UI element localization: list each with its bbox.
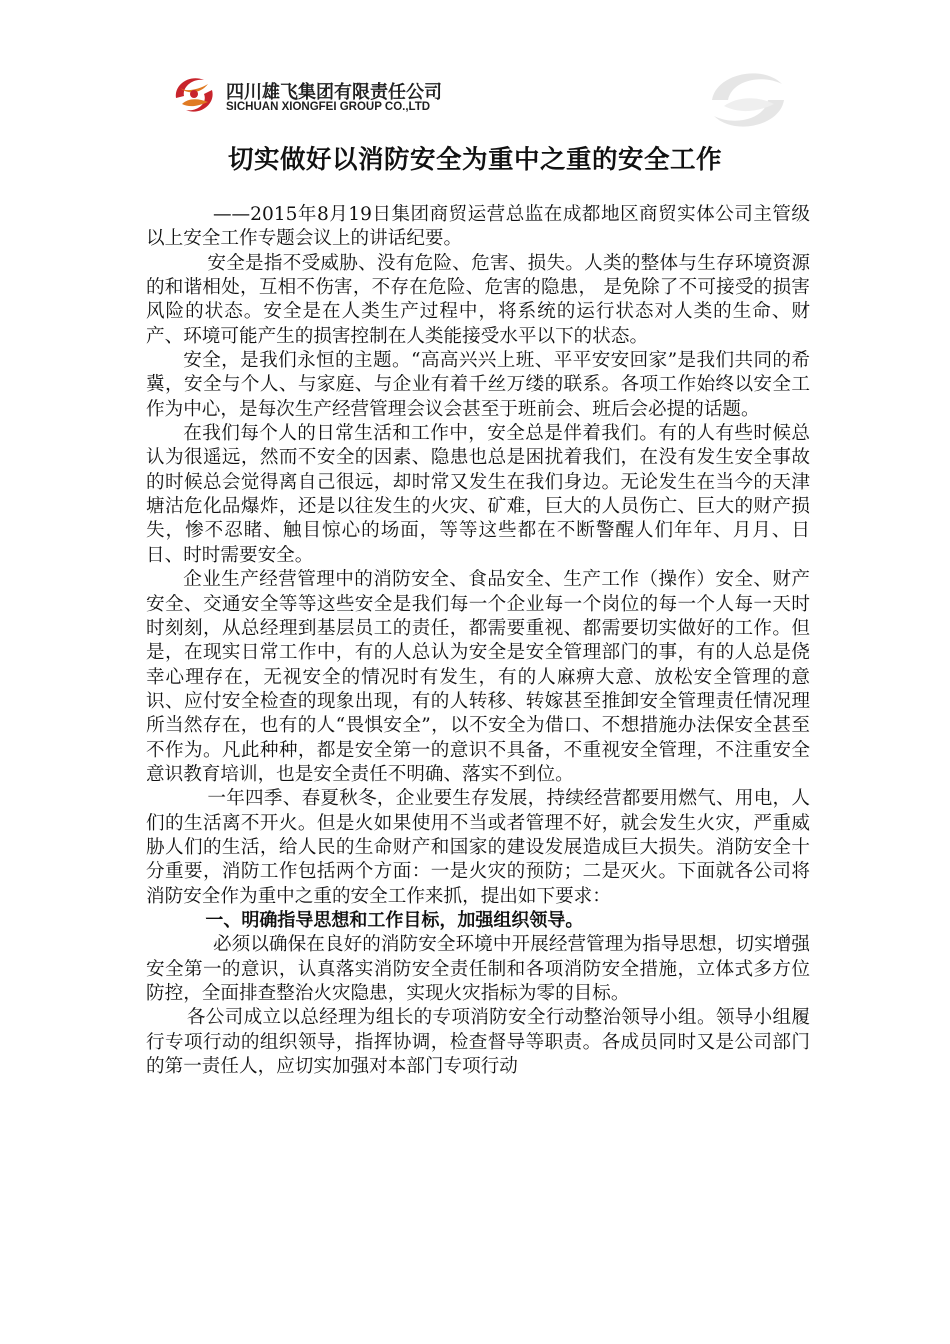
swirl-watermark-icon — [702, 60, 792, 140]
section-heading: 一、明确指导思想和工作目标，加强组织领导。 — [205, 909, 584, 931]
company-name-cn: 四川雄飞集团有限责任公司 — [226, 82, 442, 103]
body-paragraph: 安全是指不受威胁、没有危险、危害、损失。人类的整体与生存环境资源的和谐相处，互相不伤害，不存在危险、危害的隐患， 是免除了不可接受的损害风险的状态。安全是在人类生产过程中，将系统的运行状态对人类的生命、财产、环境可能产生的损害控制在人类能接受水平以下的状态。 — [146, 252, 810, 347]
company-name-en: SICHUAN XIONGFEI GROUP CO.,LTD — [226, 101, 431, 113]
body-paragraph: 在我们每个人的日常生活和工作中，安全总是伴着我们。有的人有些时候总认为很遥远，然而不安全的因素、隐患也总是困扰着我们，在没有发生安全事故的时候总会觉得离自己很远，却时常又发生在我们身边。无论发生在当今的天津塘沽危化品爆炸，还是以往发生的火灾、矿难，巨大的人员伤亡、巨大的财产损失，惨不忍睹、触目惊心的场面，等等这些都在不断警醒人们年年、月月、日日、时时需要安全。 — [146, 423, 810, 566]
body-paragraph: 必须以确保在良好的消防安全环境中开展经营管理为指导思想，切实增强安全第一的意识，认真落实消防安全责任制和各项消防安全措施，立体式多方位防控，全面排查整治火灾隐患，实现火灾指标为零的目标。 — [146, 934, 810, 1004]
document-title: 切实做好以消防安全为重中之重的安全工作 — [227, 145, 722, 175]
document-body — [146, 203, 810, 1079]
company-logo-icon — [168, 68, 220, 120]
body-paragraph: 各公司成立以总经理为组长的专项消防安全行动整治领导小组。领导小组履行专项行动的组织领导，指挥协调，检查督导等职责。各成员同时又是公司部门的第一责任人，应切实加强对本部门专项行动 — [146, 1007, 810, 1078]
body-paragraph: 一年四季、春夏秋冬，企业要生存发展，持续经营都要用燃气、用电，人们的生活离不开火。但是火如果使用不当或者管理不好，就会发生火灾，严重威胁人们的生活，给人民的生命财产和国家的建设发展造成巨大损失。消防安全十分重要，消防工作包括两个方面：一是火灾的预防；二是灭火。下面就各公司将消防安全作为重中之重的安全工作来抓，提出如下要求： — [146, 788, 810, 907]
letterhead — [0, 0, 950, 140]
subtitle-paragraph: ——2015年8月19日集团商贸运营总监在成都地区商贸实体公司主管级以上安全工作专题会议上的讲话纪要。 — [146, 204, 810, 250]
body-paragraph: 安全，是我们永恒的主题。“高高兴兴上班、平平安安回家”是我们共同的希冀，安全与个人、与家庭、与企业有着千丝万缕的联系。各项工作始终以安全工作为中心，是每次生产经营管理会议会甚至于班前会、班后会必提的话题。 — [146, 350, 810, 420]
body-paragraph: 企业生产经营管理中的消防安全、食品安全、生产工作（操作）安全、财产安全、交通安全等等这些安全是我们每一个企业每一个岗位的每一个人每一天时时刻刻，从总经理到基层员工的责任，都需要重视、都需要切实做好的工作。但是，在现实日常工作中，有的人总认为安全是安全管理部门的事，有的人总是侥幸心理存在，无视安全的情况时有发生，有的人麻痹大意、放松安全管理的意识、应付安全检查的现象出现，有的人转移、转嫁甚至推卸安全管理责任情况理所当然存在，也有的人“畏惧安全”，以不安全为借口、不想措施办法保安全甚至不作为。凡此种种，都是安全第一的意识不具备，不重视安全管理，不注重安全意识教育培训，也是安全责任不明确、落实不到位。 — [146, 569, 810, 785]
